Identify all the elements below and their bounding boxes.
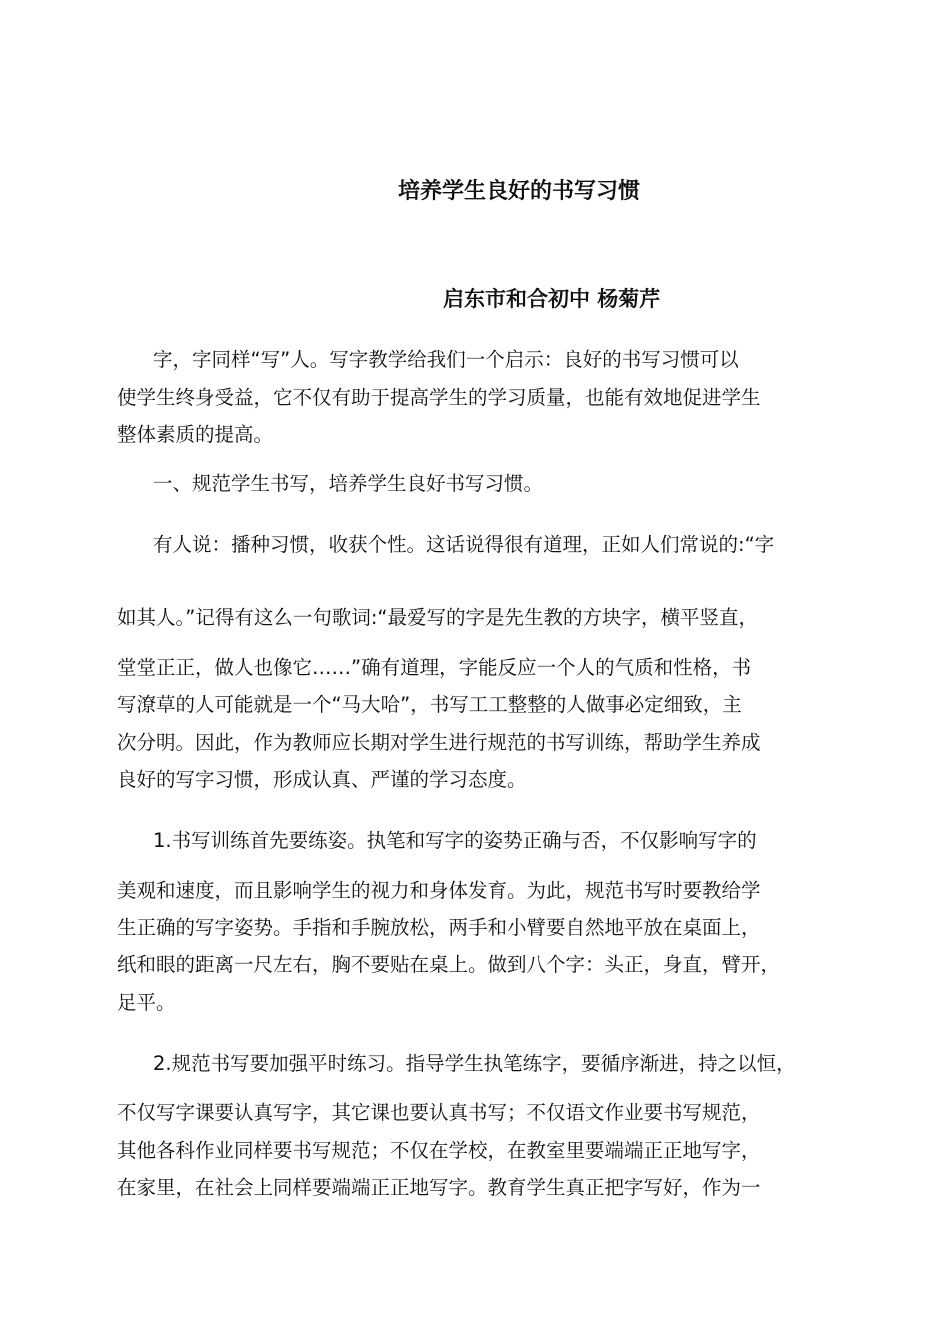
paragraph-line: 美观和速度，而且影响学生的视力和身体发育。为此，规范书写时要教给学 (117, 879, 761, 902)
paragraph-line: 如其人。”记得有这么一句歌词:“最爱写的字是先生教的方块字，横平竖直， (117, 606, 759, 629)
paragraph-line: 其他各科作业同样要书写规范；不仅在学校，在教室里要端端正正地写字， (117, 1139, 761, 1162)
paragraph-line: 不仅写字课要认真写字，其它课也要认真书写；不仅语文作业要书写规范， (117, 1101, 761, 1124)
section-heading: 一、规范学生书写，培养学生良好书写习惯。 (153, 472, 544, 495)
paragraph-line: 堂堂正正，做人也像它……”确有道理，字能反应一个人的气质和性格，书 (117, 656, 752, 679)
document-author: 启东市和合初中 杨菊芹 (443, 287, 661, 311)
paragraph-line: 有人说：播种习惯，收获个性。这话说得很有道理，正如人们常说的:“字 (153, 533, 775, 556)
paragraph-line: 1.书写训练首先要练姿。执笔和写字的姿势正确与否，不仅影响写字的 (153, 829, 757, 852)
paragraph-line: 次分明。因此，作为教师应长期对学生进行规范的书写训练，帮助学生养成 (117, 731, 761, 754)
document-title: 培养学生良好的书写习惯 (398, 179, 641, 204)
paragraph-line: 写潦草的人可能就是一个“马大哈”，书写工工整整的人做事必定细致，主 (117, 693, 742, 716)
paragraph-line: 纸和眼的距离一尺左右，胸不要贴在桌上。做到八个字：头正，身直，臂开， (117, 953, 781, 976)
paragraph-line: 足平。 (117, 991, 176, 1014)
paragraph-line: 2.规范书写要加强平时练习。指导学生执笔练字，要循序渐进，持之以恒， (153, 1052, 796, 1075)
paragraph-line: 良好的写字习惯，形成认真、严谨的学习态度。 (117, 768, 527, 791)
paragraph-line: 字，字同样“写”人。写字教学给我们一个启示：良好的书写习惯可以 (153, 348, 739, 371)
paragraph-line: 使学生终身受益，它不仅有助于提高学生的学习质量，也能有效地促进学生 (117, 386, 761, 409)
paragraph-line: 生正确的写字姿势。手指和手腕放松，两手和小臂要自然地平放在桌面上， (117, 916, 761, 939)
paragraph-line: 在家里，在社会上同样要端端正正地写字。教育学生真正把字写好，作为一 (117, 1176, 761, 1199)
paragraph-line: 整体素质的提高。 (117, 423, 274, 446)
